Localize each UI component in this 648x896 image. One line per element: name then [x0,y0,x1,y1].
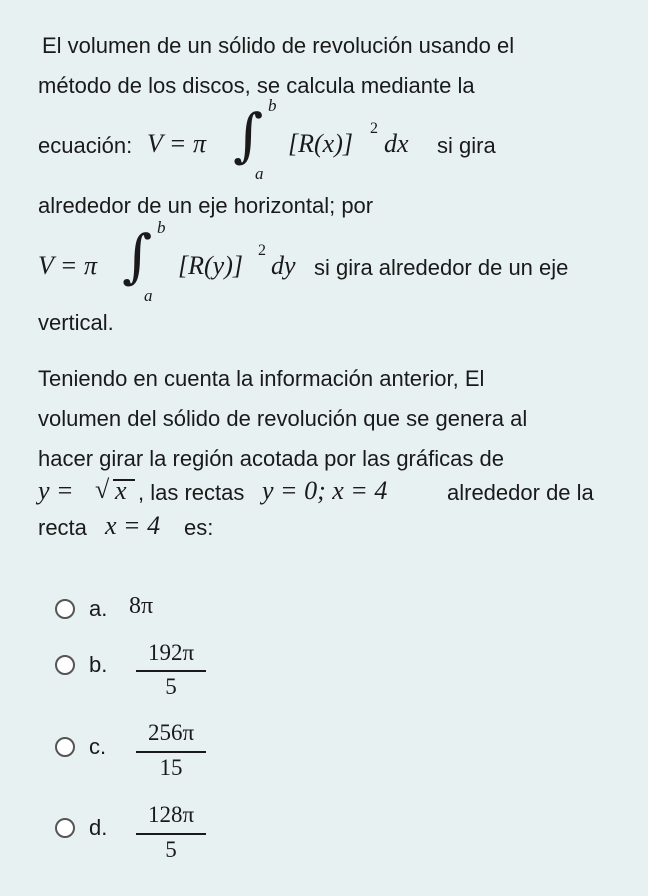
option-c-fraction-bar [136,751,206,753]
intro-line-5-suffix: si gira alrededor de un eje [314,255,569,280]
formula1-body: [R(x)] [288,129,353,158]
intro-line-4: alrededor de un eje horizontal; por [38,193,374,218]
question-line-2: volumen del sólido de revolución que se genera al [38,406,528,431]
formula1-upper: b [268,96,277,115]
option-b-numerator: 192π [147,640,195,665]
question-line-4-suffix: alrededor de la [447,480,594,505]
integral-sign-2: ∫ [122,222,153,290]
intro-line-3-suffix: si gira [437,133,496,158]
radio-option-c[interactable] [55,737,75,757]
formula2-diff: dy [271,251,296,280]
option-d-denominator: 5 [165,837,177,862]
option-d-numerator: 128π [147,802,195,827]
option-b-letter: b. [89,652,108,677]
question-line-4-mid: , las rectas [138,480,245,505]
option-c-letter: c. [89,734,107,759]
intro-line-3-prefix: ecuación: [38,133,133,158]
question-line-3: hacer girar la región acotada por las gráficas de [38,446,504,471]
option-a-letter: a. [89,596,108,621]
formula2-lower: a [144,286,153,305]
formula1-lower: a [255,164,264,183]
integral-sign-1: ∫ [233,101,264,169]
question-line-5-eq: x = 4 [105,511,161,540]
question-line-4-sqrt: x [115,476,127,505]
option-a-value: 8π [129,593,154,619]
formula1-diff: dx [384,129,409,158]
question-line-1: Teniendo en cuenta la información anterior, El [38,366,485,391]
radio-option-d[interactable] [55,818,75,838]
option-b-fraction-bar [136,670,206,672]
formula2-lhs: V = π [38,251,97,280]
formula2-exp: 2 [258,242,266,259]
option-b-denominator: 5 [165,674,177,699]
option-c-numerator: 256π [147,720,195,745]
option-c-denominator: 15 [159,755,183,780]
option-d-fraction-bar [136,833,206,835]
formula2-upper: b [157,218,166,237]
option-d-letter: d. [89,815,108,840]
sqrt-symbol: √ [95,475,110,504]
formula1-lhs: V = π [147,129,206,158]
formula1-exp: 2 [370,120,378,137]
intro-line-6: vertical. [38,310,114,335]
intro-line-1: El volumen de un sólido de revolución usando el [42,33,515,58]
radio-option-a[interactable] [55,599,75,619]
question-line-5-suffix: es: [184,515,214,540]
question-line-5-prefix: recta [38,515,87,540]
formula2-body: [R(y)] [178,251,243,280]
question-line-4-y: y = [38,476,74,505]
question-line-4-eq: y = 0; x = 4 [262,476,388,505]
intro-line-2: método de los discos, se calcula mediante la [38,73,475,98]
radio-option-b[interactable] [55,655,75,675]
